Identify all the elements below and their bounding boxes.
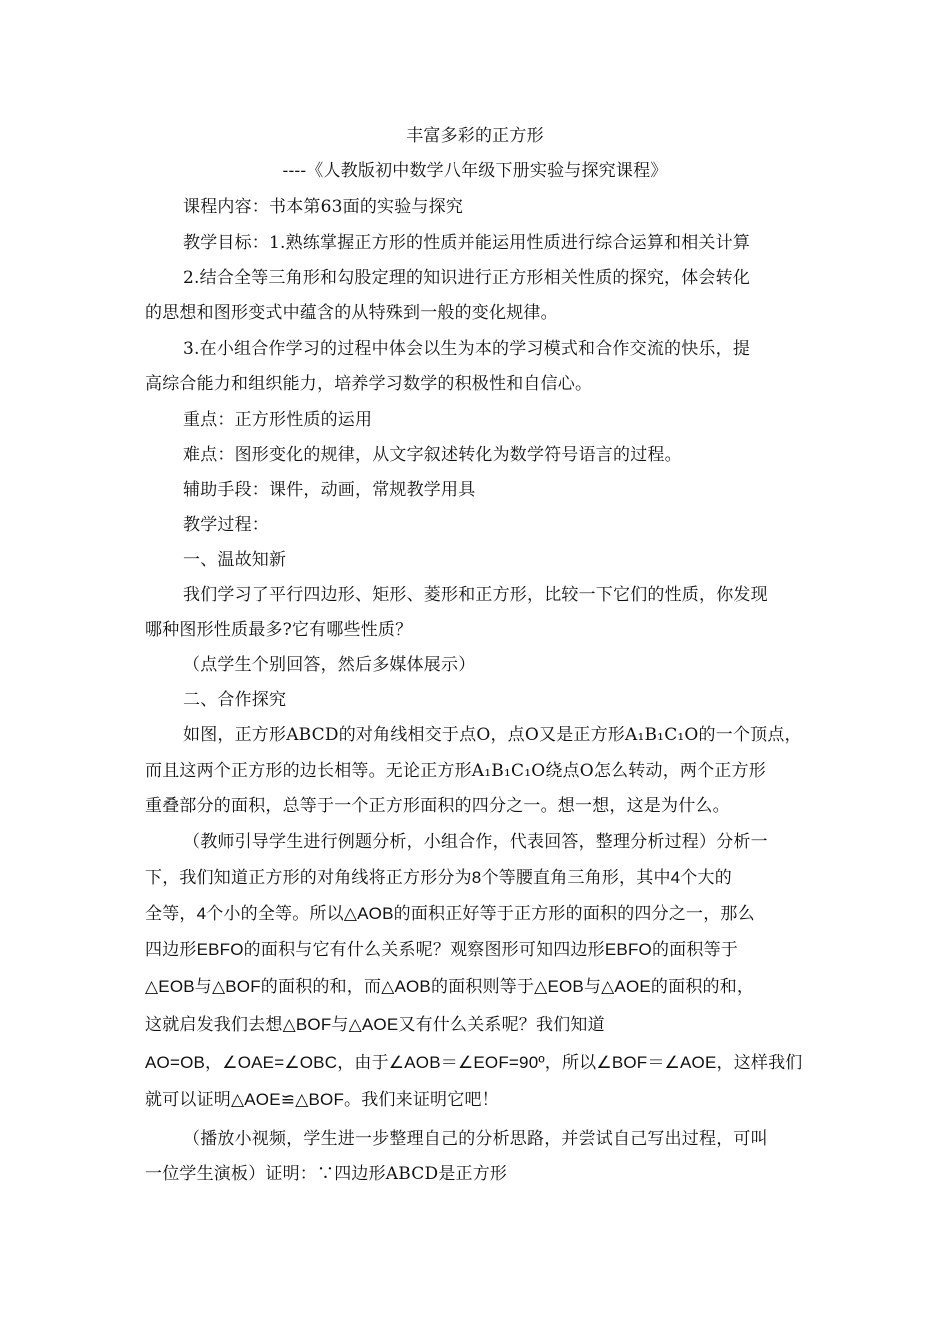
paragraph-analysis-cont-3: 四边形EBFO的面积与它有什么关系呢？观察图形可知四边形EBFO的面积等于 [145, 940, 738, 959]
paragraph-analysis-cont-6: AO=OB，∠OAE=∠OBC，由于∠AOB＝∠EOF=90º，所以∠BOF＝∠AOE，这样我们 [145, 1053, 803, 1072]
paragraph-analysis: （教师引导学生进行例题分析，小组合作，代表回答，整理分析过程）分析一 [183, 832, 768, 852]
paragraph-analysis-cont-5: 这就启发我们去想△BOF与△AOE又有什么关系呢？我们知道 [145, 1015, 605, 1034]
paragraph-analysis-cont-2: 全等，4个小的全等。所以△AOB的面积正好等于正方形的面积的四分之一，那么 [145, 904, 755, 923]
doc-subtitle: ----《人教版初中数学八年级下册实验与探究课程》 [282, 161, 668, 181]
difficult-point: 难点：图形变化的规律，从文字叙述转化为数学符号语言的过程。 [183, 445, 682, 465]
paragraph-review: 我们学习了平行四边形、矩形、菱形和正方形，比较一下它们的性质，你发现 [183, 585, 768, 605]
paragraph-analysis-cont-1: 下，我们知道正方形的对角线将正方形分为8个等腰直角三角形，其中4个大的 [145, 868, 732, 887]
paragraph-proof-start: 一位学生演板）证明：∵四边形ABCD是正方形 [145, 1164, 508, 1184]
paragraph-problem-cont-1: 而且这两个正方形的边长相等。无论正方形A₁B₁C₁O绕点O怎么转动，两个正方形 [145, 761, 766, 781]
teaching-goal-2: 2.结合全等三角形和勾股定理的知识进行正方形相关性质的探究，体会转化 [183, 268, 751, 288]
doc-title: 丰富多彩的正方形 [406, 126, 544, 146]
key-point: 重点：正方形性质的运用 [183, 410, 373, 430]
paragraph-analysis-cont-4: △EOB与△BOF的面积的和，而△AOB的面积则等于△EOB与△AOE的面积的和， [145, 977, 755, 996]
teaching-process-heading: 教学过程： [183, 515, 269, 535]
section-1-heading: 一、温故知新 [183, 550, 287, 570]
aids: 辅助手段：课件，动画，常规教学用具 [183, 480, 476, 500]
paragraph-review-cont: 哪种图形性质最多?它有哪些性质？ [145, 620, 413, 640]
course-content: 课程内容：书本第63面的实验与探究 [183, 197, 464, 217]
paragraph-review-note: （点学生个别回答，然后多媒体展示） [183, 655, 476, 675]
teaching-goal-1: 教学目标：1.熟练掌握正方形的性质并能运用性质进行综合运算和相关计算 [183, 233, 751, 253]
paragraph-problem-cont-2: 重叠部分的面积，总等于一个正方形面积的四分之一。想一想，这是为什么。 [145, 796, 730, 816]
paragraph-problem: 如图，正方形ABCD的对角线相交于点O，点O又是正方形A₁B₁C₁O的一个顶点， [183, 725, 802, 745]
paragraph-analysis-cont-7: 就可以证明△AOE≌△BOF。我们来证明它吧！ [145, 1090, 499, 1109]
teaching-goal-3-cont: 高综合能力和组织能力，培养学习数学的积极性和自信心。 [145, 374, 593, 394]
teaching-goal-2-cont: 的思想和图形变式中蕴含的从特殊到一般的变化规律。 [145, 303, 558, 323]
teaching-goal-3: 3.在小组合作学习的过程中体会以生为本的学习模式和合作交流的快乐，提 [183, 339, 751, 359]
paragraph-video: （播放小视频，学生进一步整理自己的分析思路，并尝试自己写出过程，可叫 [183, 1129, 768, 1149]
section-2-heading: 二、合作探究 [183, 690, 287, 710]
